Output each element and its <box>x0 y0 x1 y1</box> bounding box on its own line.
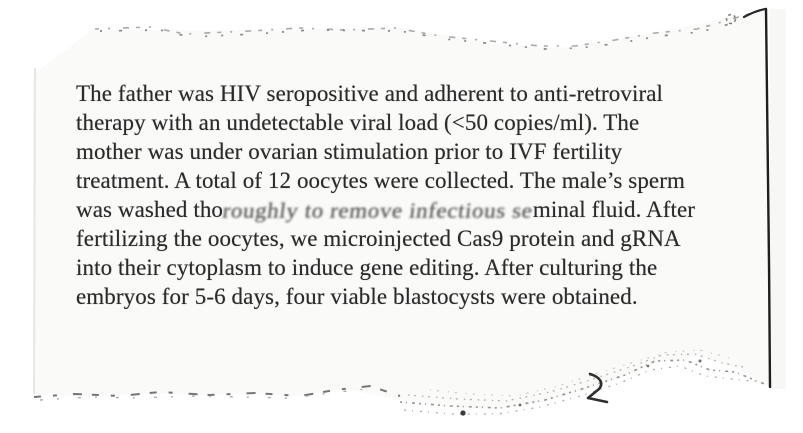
smudged-text-segment: roughly to remove infectious se <box>221 198 535 223</box>
text-line: therapy with an undetectable viral load (<50 copies/ml). The <box>76 110 640 135</box>
tear-speck-dot <box>519 404 522 407</box>
tear-speck-dot <box>699 360 702 363</box>
tear-speck-dot <box>647 365 650 368</box>
paragraph <box>76 79 766 311</box>
text-segment: minal fluid. After <box>532 197 696 222</box>
text-segment: was washed tho <box>76 197 224 222</box>
scan-shadow-strip <box>770 9 786 389</box>
text-line: treatment. A total of 12 oocytes were collected. The male’s sperm <box>76 168 685 193</box>
page-left-crease <box>34 68 35 394</box>
tear-speck-dot <box>460 410 465 415</box>
text-line: embryos for 5-6 days, four viable blastocysts were obtained. <box>76 284 638 309</box>
text-line-smudged <box>76 195 766 224</box>
text-line: fertilizing the oocytes, we microinjected Cas9 protein and gRNA <box>76 226 681 251</box>
text-line: into their cytoplasm to induce gene editing. After culturing the <box>76 255 658 280</box>
text-line: The father was HIV seropositive and adherent to anti-retroviral <box>76 81 664 106</box>
text-line: mother was under ovarian stimulation prior to IVF fertility <box>76 139 623 164</box>
